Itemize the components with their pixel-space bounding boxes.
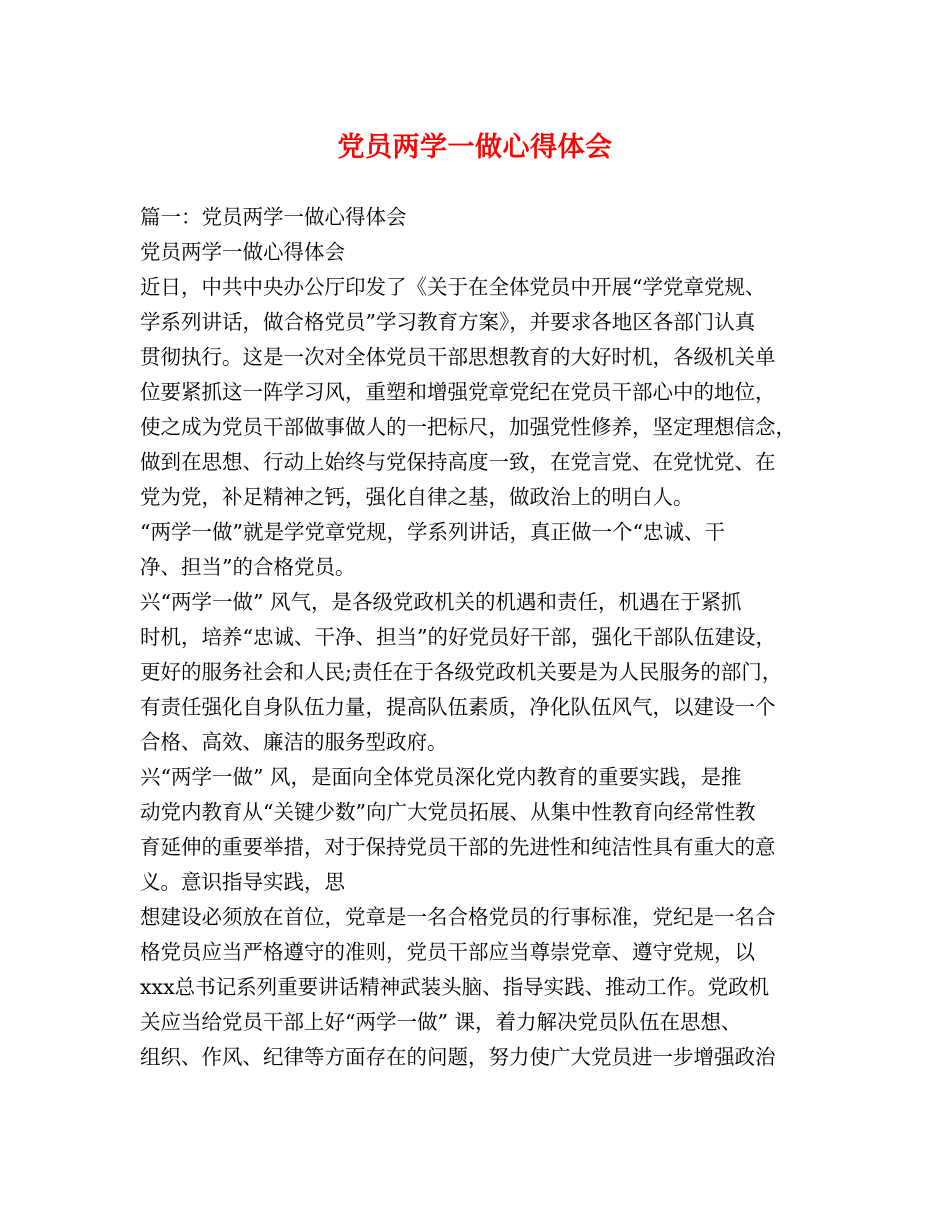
body-line: 兴“两学一做” 风气，是各级党政机关的机遇和责任，机遇在于紧抓 [140, 590, 742, 614]
body-line: 使之成为党员干部做事做人的一把标尺，加强党性修养，坚定理想信念， [140, 415, 796, 439]
body-line: 党员两学一做心得体会 [140, 240, 345, 264]
body-line: xxx总书记系列重要讲话精神武装头脑、指导实践、推动工作。党政机 [140, 975, 770, 999]
body-line: 组织、作风、纪律等方面存在的问题，努力使广大党员进一步增强政治 [140, 1045, 776, 1069]
body-line: 做到在思想、行动上始终与党保持高度一致，在党言党、在党忧党、在 [140, 450, 776, 474]
body-line: 关应当给党员干部上好“两学一做” 课，着力解决党员队伍在思想、 [140, 1010, 742, 1034]
body-line: 篇一：党员两学一做心得体会 [140, 205, 407, 229]
document-body [140, 200, 820, 1075]
document-title: 党员两学一做心得体会 [337, 132, 613, 163]
body-line: 合格、高效、廉洁的服务型政府。 [140, 730, 448, 754]
body-line: 学系列讲话，做合格党员”学习教育方案》，并要求各地区各部门认真 [140, 310, 756, 334]
body-line: 位要紧抓这一阵学习风，重塑和增强党章党纪在党员干部心中的地位， [140, 380, 776, 404]
body-line: 兴“两学一做” 风，是面向全体党员深化党内教育的重要实践，是推 [140, 765, 742, 789]
body-line: 格党员应当严格遵守的准则，党员干部应当尊崇党章、遵守党规，以 [140, 940, 755, 964]
body-line: 育延伸的重要举措，对于保持党员干部的先进性和纯洁性具有重大的意 [140, 835, 776, 859]
body-line: 净、担当”的合格党员。 [140, 555, 356, 579]
body-line: 党为党，补足精神之钙，强化自律之基，做政治上的明白人。 [140, 485, 694, 509]
body-line: 贯彻执行。这是一次对全体党员干部思想教育的大好时机，各级机关单 [140, 345, 776, 369]
body-line: 近日，中共中央办公厅印发了《关于在全体党员中开展“学党章党规、 [140, 275, 766, 299]
body-line: 义。意识指导实践，思 [140, 870, 345, 894]
body-line: 有责任强化自身队伍力量，提高队伍素质，净化队伍风气，以建设一个 [140, 695, 776, 719]
body-line: “两学一做”就是学党章党规，学系列讲话，真正做一个“忠诚、干 [140, 520, 725, 544]
body-line: 想建设必须放在首位，党章是一名合格党员的行事标准，党纪是一名合 [140, 905, 776, 929]
body-line: 更好的服务社会和人民;责任在于各级党政机关要是为人民服务的部门， [140, 660, 783, 684]
body-line: 动党内教育从“关键少数”向广大党员拓展、从集中性教育向经常性教 [140, 800, 756, 824]
body-line: 时机，培养“忠诚、干净、担当”的好党员好干部，强化干部队伍建设， [140, 625, 776, 649]
